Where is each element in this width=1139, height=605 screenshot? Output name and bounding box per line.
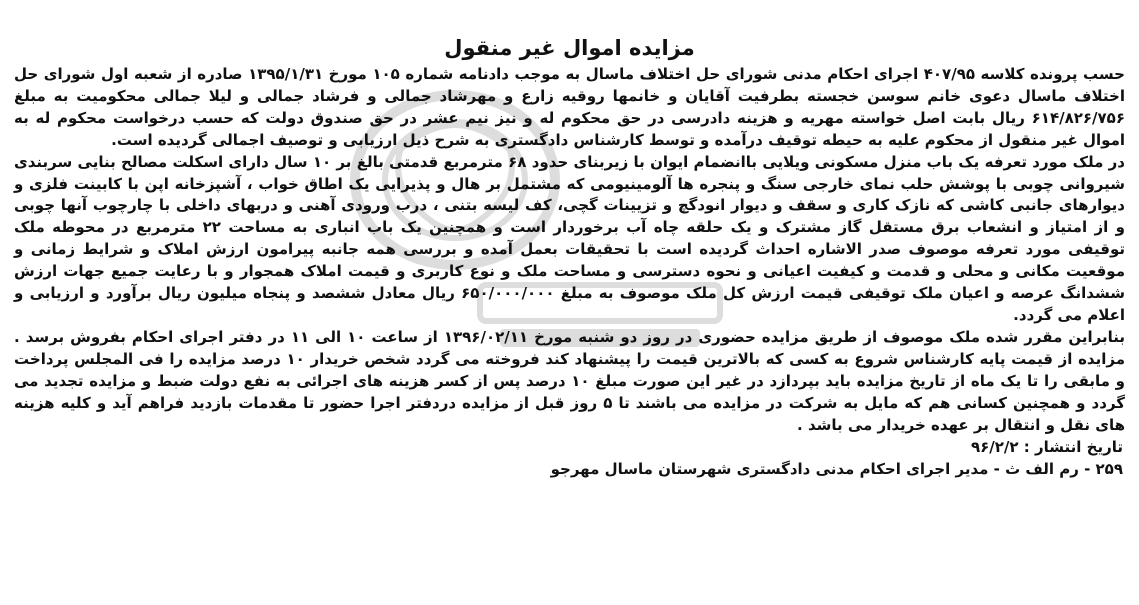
notice-body: [14, 64, 1125, 436]
notice-title: مزایده اموال غیر منقول: [444, 36, 695, 60]
notice-footer: [14, 436, 1125, 480]
publish-date: تاریخ انتشار : ۹۶/۲/۲: [970, 438, 1123, 457]
signature-line: ۲۵۹ - رم الف ث - مدیر اجرای احکام مدنی دادگستری شهرستان ماسال مهرجو: [550, 460, 1123, 479]
paragraph-property-description: در ملک مورد تعرفه یک باب منزل مسکونی ویلایی باانضمام ایوان با زیربنای حدود ۶۸ مترمربع قدمتی بالغ بر ۱۰ سال دارای اسکلت مصالح بنایی سربندی شیروانی چوبی با پوشش حلب نمای خارجی سنگ و پنجره ها آلومینیومی که مشتمل بر هال و پذیرایی یک اطاق خواب ، آشپزخانه اپن با کابینت فلزی و دیوارهای جانبی کاشی که نازک کاری و سقف و دیوار انودگچ و تزیینات گچی، کف لیسه بتنی ، درب ورودی آهنی و دربهای داخلی با چارچوب آنها چوبی و از امتیاز و انشعاب برق مستقل گاز مشترک و یک حلقه چاه آب برخوردار است و همچنین یک باب انباری به مساحت ۲۲ مترمربع در محوطه ملک توقیفی مورد تعرفه موصوف صدر الاشاره احداث گردیده است با تحقیقات بعمل آمده و بررسی همه جانبه پیرامون ارزش املاک و شرایط زمانی و موقعیت مکانی و محلی و قدمت و کیفیت اعیانی و نحوه دسترسی و مساحت ملک و نوع کاربری و قیمت املاک همجوار و با رعایت جمیع جهات ارزش ششدانگ عرصه و اعیان ملک توقیفی قیمت ارزش کل ملک موصوف به مبلغ ۶۵۰/۰۰۰/۰۰۰ ریال معادل ششصد و پنجاه میلیون ریال برآورد و ارزیابی و اعلام می گردد.: [14, 152, 1125, 324]
paragraph-case-summary: حسب پرونده کلاسه ۴۰۷/۹۵ اجرای احکام مدنی شورای حل اختلاف ماسال به موجب دادنامه شماره ۱۰۵ مورخ ۱۳۹۵/۱/۳۱ صادره از شعبه اول شورای حل اختلاف ماسال دعوی خانم سوسن خجسته بطرفیت آقایان و خانمها روقیه زارع و مهرشاد جمالی و فرشاد جمالی و لیلا جمالی محکومیت به مبلغ ۶۱۴/۸۲۶/۷۵۶ ریال بابت اصل خواسته مهریه و هزینه دادرسی در حق محکوم له و نیز نیم عشر در حق صندوق دولت که حسب درخواست محکوم له به اموال غیر منقول از محکوم علیه به حیطه توقیف درآمده و توسط کارشناس دادگستری به شرح ذیل ارزیابی و توصیف اجمالی گردیده است.: [14, 65, 1125, 149]
paragraph-auction-terms: بنابراین مقرر شده ملک موصوف از طریق مزایده حضوری در روز دو شنبه مورخ ۱۳۹۶/۰۲/۱۱ از ساعت ۱۰ الی ۱۱ در دفتر اجرای احکام بفروش برسد . مزایده از قیمت پایه کارشناس شروع به کسی که بالاترین قیمت را پیشنهاد کند فروخته می گردد شخص خریدار ۱۰ درصد مزایده را فی المجلس پرداخت و مابقی را تا یک ماه از تاریخ مزایده باید بپردازد در غیر این صورت مبلغ ۱۰ درصد پس از کسر هزینه های اجرائی به نفع دولت ضبط و مزایده تجدید می گردد و همچنین کسانی هم که مایل به شرکت در مزایده می باشند تا ۵ روز قبل از مزایده دردفتر اجرا حضور تا مقدمات بازدید فراهم آید و کلیه هزینه های نقل و انتقال بر عهده خریدار می باشد .: [14, 327, 1125, 434]
